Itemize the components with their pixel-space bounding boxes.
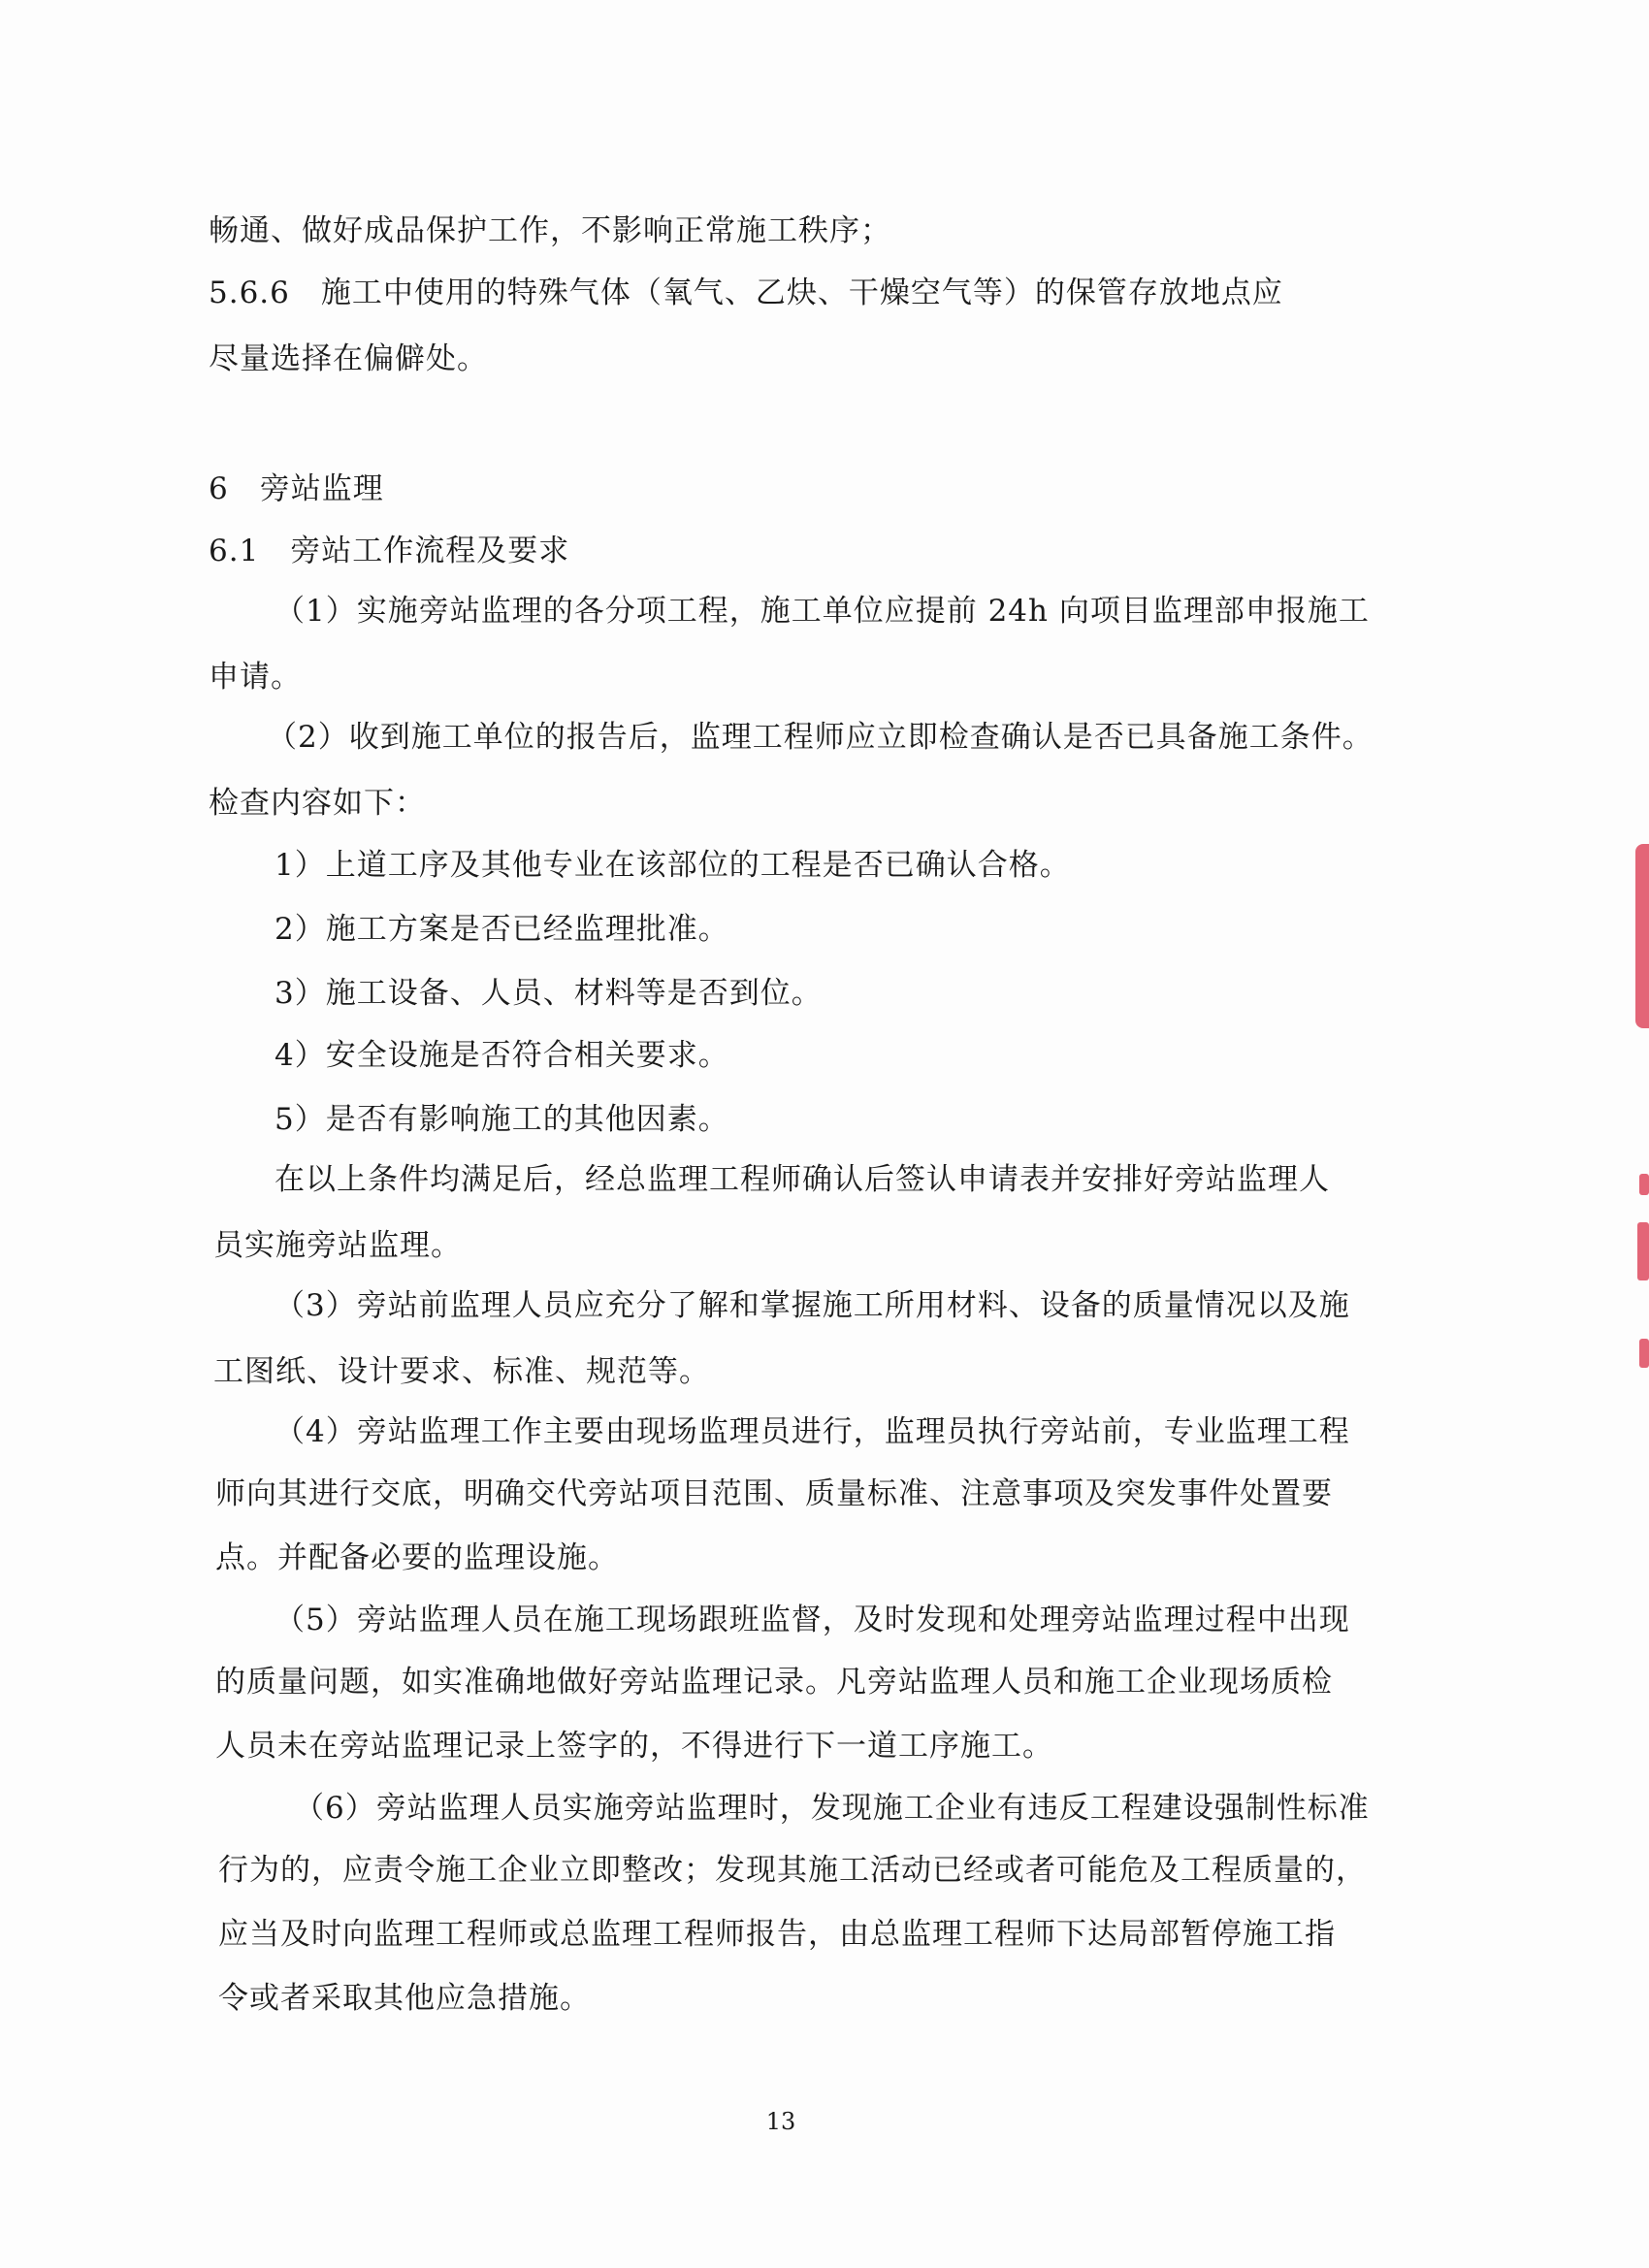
- page-number: 13: [765, 2108, 796, 2135]
- body-line: 畅通、做好成品保护工作，不影响正常施工秩序；: [209, 213, 891, 248]
- body-line: 员实施旁站监理。: [213, 1228, 462, 1263]
- body-line: 在以上条件均满足后，经总监理工程师确认后签认申请表并安排好旁站监理人: [275, 1162, 1330, 1197]
- list-item: 5）是否有影响施工的其他因素。: [275, 1102, 729, 1137]
- section-heading: 6 旁站监理: [209, 471, 384, 506]
- body-line: （4）旁站监理工作主要由现场监理员进行，监理员执行旁站前，专业监理工程: [275, 1414, 1350, 1449]
- body-line: （2）收到施工单位的报告后，监理工程师应立即检查确认是否已具备施工条件。: [267, 720, 1374, 755]
- seal-fragment: [1639, 1339, 1649, 1368]
- body-line: 尽量选择在偏僻处。: [209, 341, 488, 376]
- seal-fragment: [1635, 844, 1649, 1028]
- body-line: （1）实施旁站监理的各分项工程，施工单位应提前 24h 向项目监理部申报施工: [275, 594, 1370, 629]
- body-line: 的质量问题，如实准确地做好旁站监理记录。凡旁站监理人员和施工企业现场质检: [215, 1665, 1333, 1700]
- seal-fragment: [1637, 1222, 1649, 1280]
- body-line: （3）旁站前监理人员应充分了解和掌握施工所用材料、设备的质量情况以及施: [275, 1288, 1350, 1323]
- body-line: 人员未在旁站监理记录上签字的，不得进行下一道工序施工。: [215, 1729, 1053, 1764]
- body-line: 申请。: [209, 660, 302, 695]
- body-line: 工图纸、设计要求、标准、规范等。: [213, 1354, 710, 1389]
- list-item: 1）上道工序及其他专业在该部位的工程是否已确认合格。: [275, 848, 1071, 883]
- body-line: （5）旁站监理人员在施工现场跟班监督，及时发现和处理旁站监理过程中出现: [275, 1603, 1350, 1637]
- body-line: 检查内容如下：: [209, 786, 426, 821]
- body-line: 令或者采取其他应急措施。: [218, 1981, 591, 2016]
- list-item: 2）施工方案是否已经监理批准。: [275, 912, 729, 947]
- body-line: 师向其进行交底，明确交代旁站项目范围、质量标准、注意事项及突发事件处置要: [215, 1476, 1333, 1511]
- body-line: 点。并配备必要的监理设施。: [215, 1540, 619, 1575]
- subsection-heading: 6.1 旁站工作流程及要求: [209, 534, 570, 568]
- list-item: 4）安全设施是否符合相关要求。: [275, 1038, 729, 1073]
- body-line: 应当及时向监理工程师或总监理工程师报告，由总监理工程师下达局部暂停施工指: [218, 1917, 1336, 1952]
- body-line: 5.6.6 施工中使用的特殊气体（氧气、乙炔、干燥空气等）的保管存放地点应: [209, 275, 1283, 310]
- list-item: 3）施工设备、人员、材料等是否到位。: [275, 976, 823, 1011]
- seal-fragment: [1639, 1174, 1649, 1195]
- body-line: （6）旁站监理人员实施旁站监理时，发现施工企业有违反工程建设强制性标准: [294, 1791, 1370, 1826]
- body-line: 行为的，应责令施工企业立即整改；发现其施工活动已经或者可能危及工程质量的，: [218, 1853, 1367, 1888]
